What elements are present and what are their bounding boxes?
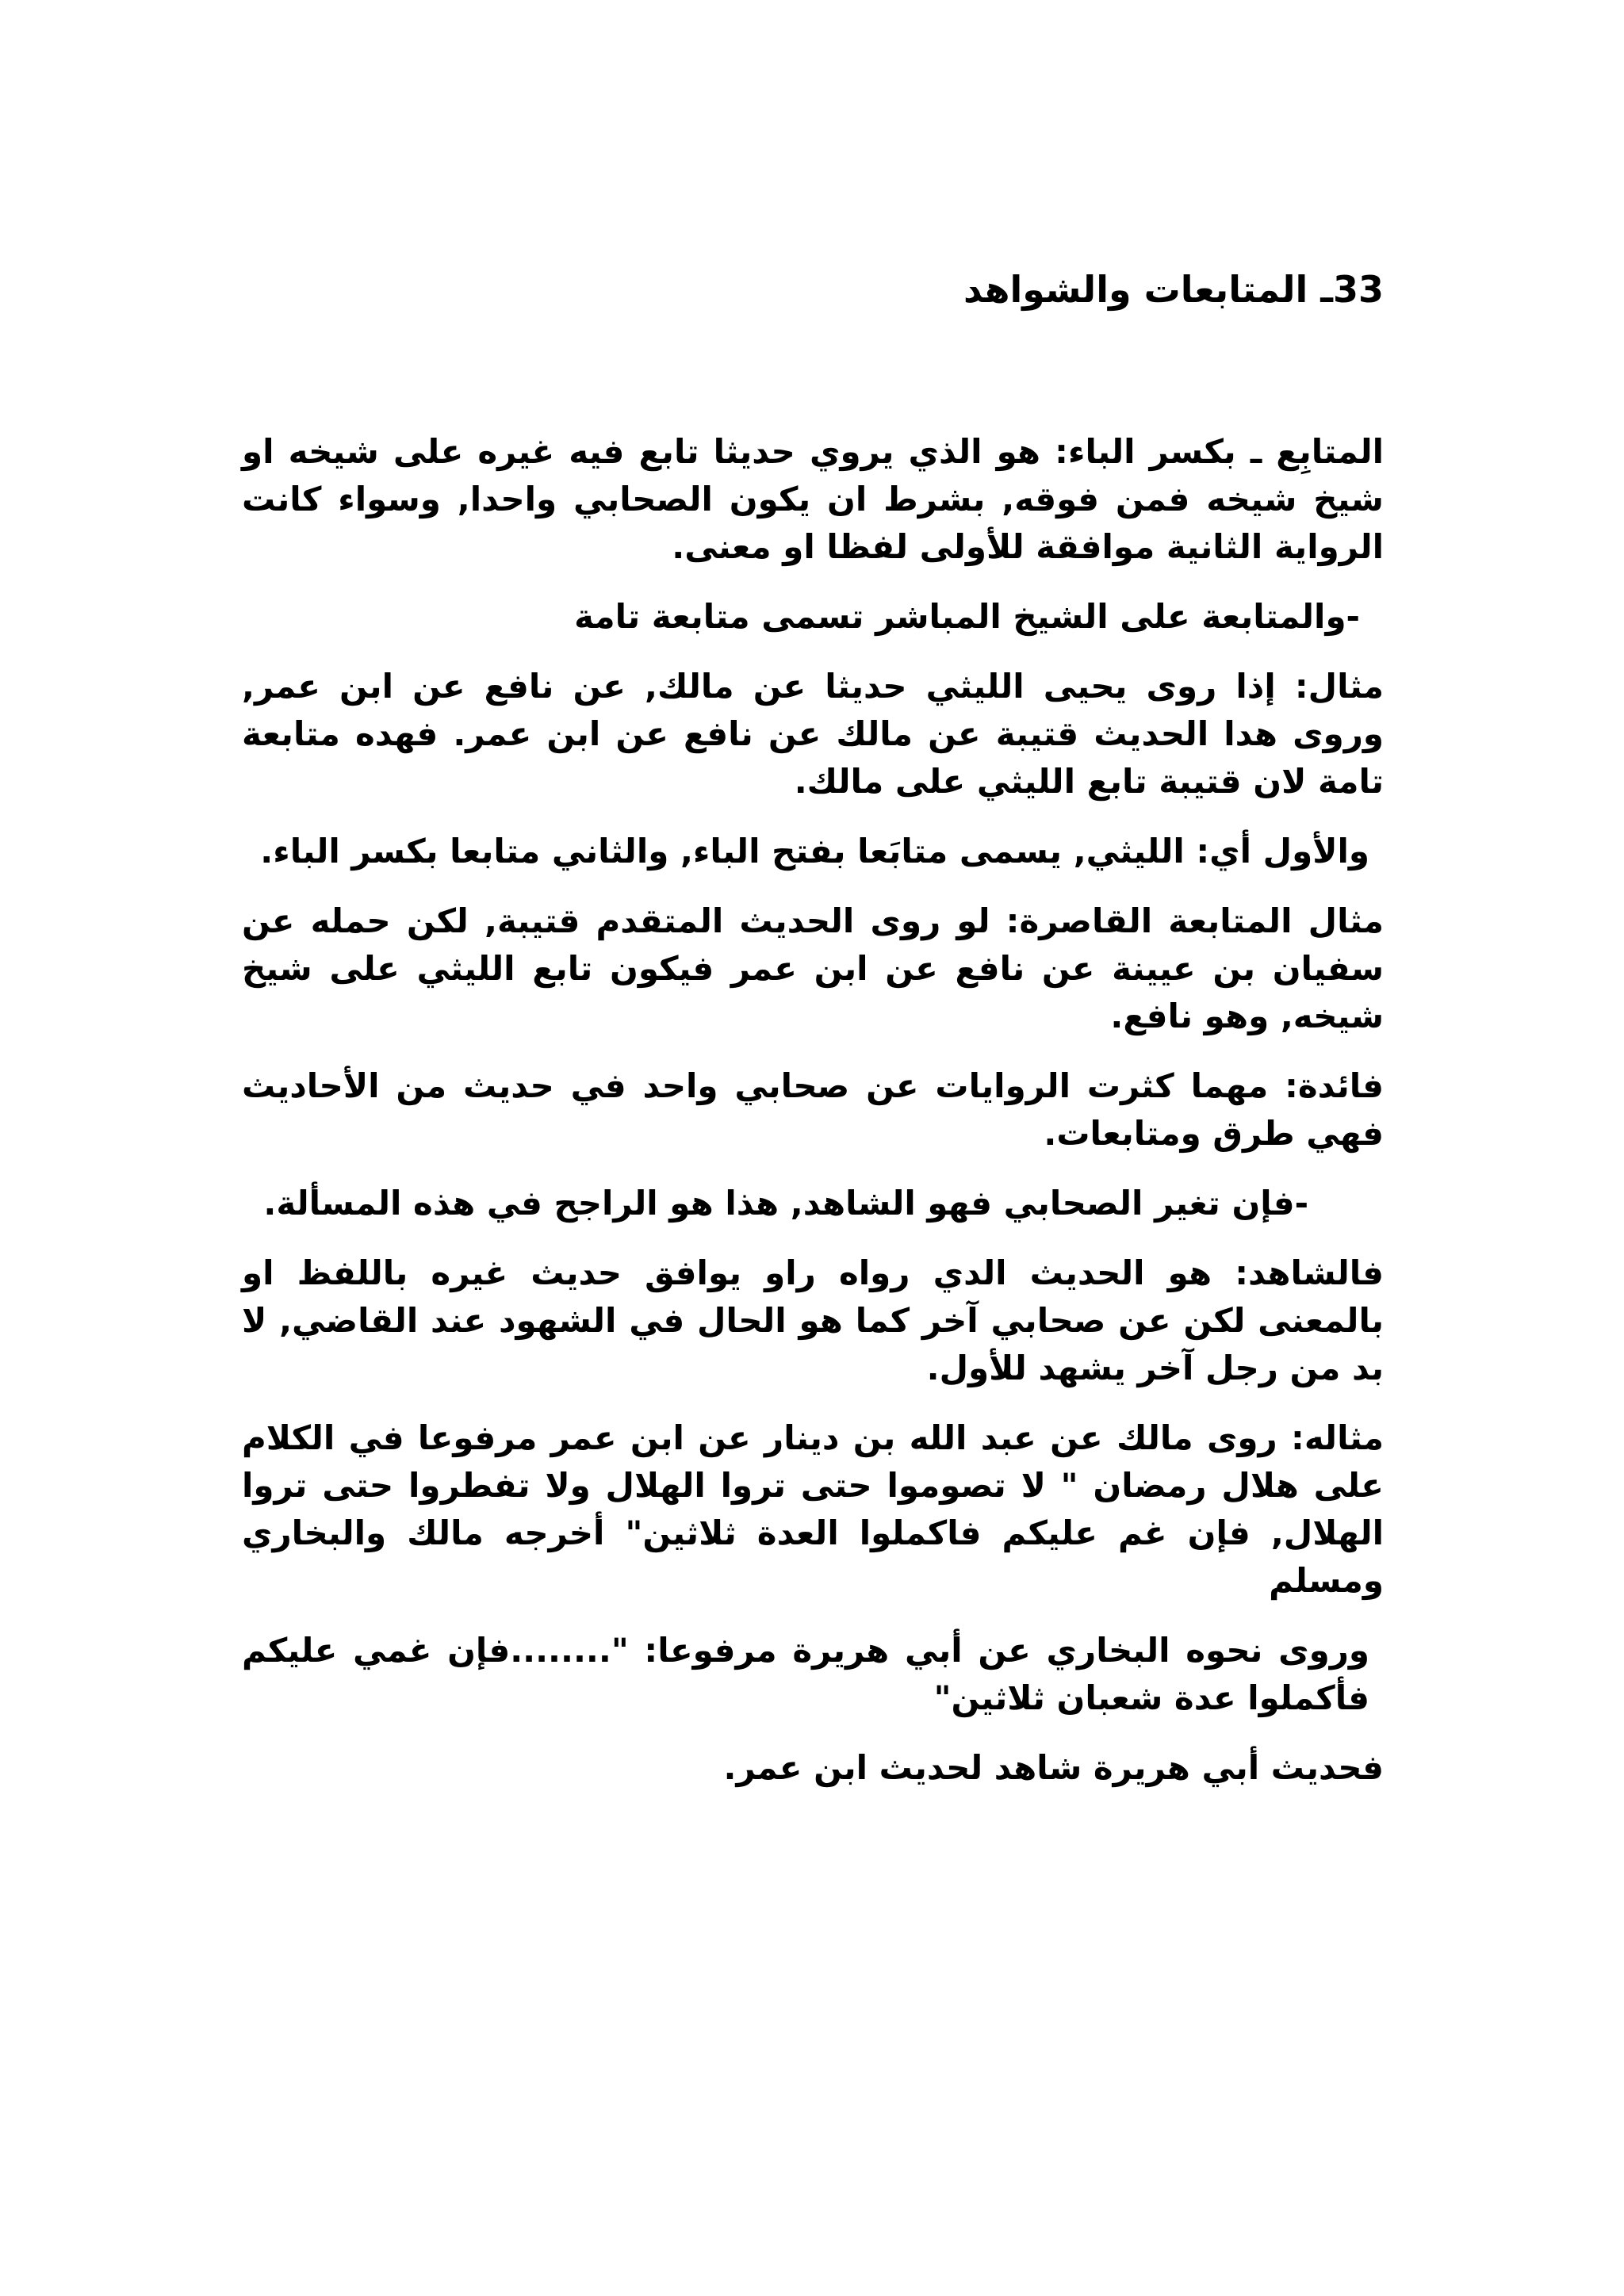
paragraph-bukhari-abu-hurayra: وروى نحوه البخاري عن أبي هريرة مرفوعا: "........فإن غمي عليكم فأكملوا عدة شعبان ثلاثين" bbox=[242, 1631, 1369, 1717]
paragraph-benefit: فائدة: مهما كثرت الروايات عن صحابي واحد في حديث من الأحاديث فهي طرق ومتابعات. bbox=[242, 1066, 1384, 1153]
paragraph-example-partial: مثال المتابعة القاصرة: لو روى الحديث المتقدم قتيبة, لكن حمله عن سفيان بن عيينة عن نافع عن ابن عمر فيكون تابع الليثي على شيخ شيخه, وهو نافع. bbox=[242, 901, 1384, 1035]
paragraph-mutabi-definition: المتابِع ـ بكسر الباء: هو الذي يروي حديثا تابع فيه غيره على شيخه او شيخ شيخه فمن فوقه, بشرط ان يكون الصحابي واحدا, وسواء كانت الرواية الثانية موافقة للأولى لفظا او معنى. bbox=[242, 432, 1384, 566]
paragraph-example-full: مثال: إذا روى يحيى الليثي حديثا عن مالك, عن نافع عن ابن عمر, وروى هدا الحديث قتيبة عن مالك عن نافع عن ابن عمر. فهده متابعة تامة لان قتيبة تابع الليثي على مالك. bbox=[242, 667, 1384, 801]
paragraph-first-second: والأول أي: الليثي, يسمى متابَعا بفتح الباء, والثاني متابعا بكسر الباء. bbox=[260, 832, 1369, 871]
paragraph-full-mutabaa: -والمتابعة على الشيخ المباشر تسمى متابعة تامة bbox=[574, 597, 1360, 636]
paragraph-example-malik: مثاله: روى مالك عن عبد الله بن دينار عن ابن عمر مرفوعا في الكلام على هلال رمضان " لا تصوموا حتى تروا الهلال ولا تفطروا حتى تروا الهلال, فإن غم عليكم فاكملوا العدة ثلاثين" أخرجه مالك والبخاري ومسلم bbox=[242, 1418, 1384, 1600]
paragraph-shahid-rule: -فإن تغير الصحابي فهو الشاهد, هذا هو الراجح في هذه المسألة. bbox=[263, 1184, 1308, 1223]
section-heading: 33ـ المتابعات والشواهد bbox=[963, 268, 1384, 311]
paragraph-conclusion: فحديث أبي هريرة شاهد لحديث ابن عمر. bbox=[723, 1748, 1384, 1787]
document-page bbox=[242, 266, 1384, 1814]
paragraph-shahid-definition: فالشاهد: هو الحديث الدي رواه راو يوافق حديث غيره باللفظ او بالمعنى لكن عن صحابي آخر كما هو الحال في الشهود عند القاضي, لا بد من رجل آخر يشهد للأول. bbox=[242, 1253, 1384, 1387]
